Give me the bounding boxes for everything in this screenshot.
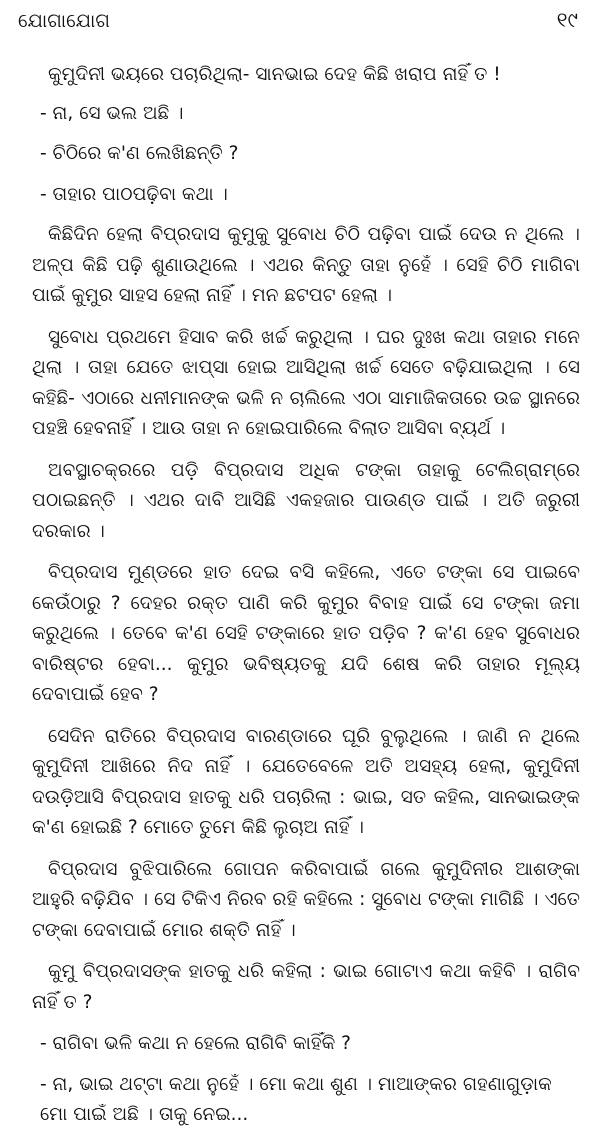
running-head (18, 8, 578, 38)
paragraph-6: ସେଦିନ ରାତିରେ ବିପ୍ରଦାସ ବାରଣ୍ଡାରେ ଘୂରି ବୁଲୁଥିଲେ । ଜାଣି ନ ଥିଲେ କୁମୁଦିନୀ ଆଖିରେ ନିଦ ନାହିଁ । ଯେତେବେଳେ ଅତି ଅସହ୍ୟ ହେଲା, କୁମୁଦିନୀ ଦଉଡ଼ିଆସି ବିପ୍ରଦାସ ହାତକୁ ଧରି ପଚାରିଲା : ଭାଇ, ସତ କହିଲ, ସାନଭାଇଙ୍କ କ'ଣ ହୋଇଛି ? ମୋତେ ତୁମେ କିଛି ଲୁଚାଅ ନାହିଁ । (32, 725, 580, 838)
paragraph-2: କିଛିଦିନ ହେଲା ବିପ୍ରଦାସ କୁମୁକୁ ସୁବୋଧ ଚିଠି ପଢ଼ିବା ପାଇଁ ଦେଉ ନ ଥିଲେ । ଅଳ୍ପ କିଛି ପଢ଼ି ଶୁଣାଉଥିଲେ । ଏଥର କିନ୍ତୁ ତାହା ନୁହେଁ । ସେହି ଚିଠି ମାଗିବା ପାଇଁ କୁମୁର ସାହସ ହେଲା ନାହିଁ । ମନ ଛଟପଟ ହେଲା । (32, 224, 580, 306)
paragraph-3: ସୁବୋଧ ପ୍ରଥମେ ହିସାବ କରି ଖର୍ଚ୍ଚ କରୁଥିଲା । ଘର ଦୁଃଖ କଥା ତାହାର ମନେ ଥିଲା । ତାହା ଯେତେ ଝାପ୍‌ସା ହୋଇ ଆସିଥିଲା ଖର୍ଚ୍ଚ ସେତେ ବଢ଼ିଯାଇଥିଲା । ସେ କହିଛି- ଏଠାରେ ଧନୀମାନଙ୍କ ଭଳି ନ ଚାଲିଲେ ଏଠା ସାମାଜିକତାରେ ଉଚ୍ଚ ସ୍ଥାନରେ ପହଞ୍ଚି ହେବନାହିଁ । ଆଉ ତାହା ନ ହୋଇପାରିଲେ ବିଲାତ ଆସିବା ବ୍ୟର୍ଥ । (32, 326, 580, 439)
paragraph-1: କୁମୁଦିନୀ ଭୟରେ ପଚାରିଥିଲା- ସାନଭାଇ ଦେହ କିଛି ଖରାପ ନାହିଁ ତ ! (48, 64, 501, 85)
dialogue-line-2: - ଚିଠିରେ କ'ଣ ଲେଖିଛନ୍ତି ? (40, 143, 239, 164)
page-body (32, 60, 580, 1141)
page-number: ୧୯ (556, 8, 578, 32)
paragraph-8: କୁମୁ ବିପ୍ରଦାସଙ୍କ ହାତକୁ ଧରି କହିଲା : ଭାଇ ଗୋଟାଏ କଥା କହିବି । ରାଗିବ ନାହିଁ ତ ? (32, 961, 580, 1013)
paragraph-4: ଅବସ୍ଥାଚକ୍ରରେ ପଡ଼ି ବିପ୍ରଦାସ ଅଧିକ ଟଙ୍କା ତାହାକୁ ଟେଲିଗ୍ରାମ୍‌ରେ ପଠାଇଛନ୍ତି । ଏଥର ଦାବି ଆସିଛି ଏକହଜାର ପାଉଣ୍ଡ ପାଇଁ । ଅତି ଜରୁରୀ ଦରକାର । (32, 459, 580, 542)
book-title: ଯୋଗାଯୋଗ (18, 10, 110, 32)
paragraph-5: ବିପ୍ରଦାସ ମୁଣ୍ଡରେ ହାତ ଦେଇ ବସି କହିଲେ, ଏତେ ଟଙ୍କା ସେ ପାଇବେ କେଉଁଠାରୁ ? ଦେହର ରକ୍ତ ପାଣି କରି କୁମୁର ବିବାହ ପାଇଁ ସେ ଟଙ୍କା ଜମା କରୁଥିଲେ । ତେବେ କ'ଣ ସେହି ଟଙ୍କାରେ ହାତ ପଡ଼ିବ ? କ'ଣ ହେବ ସୁବୋଧର ବାରିଷ୍ଟର ହେବା... କୁମୁର ଭବିଷ୍ୟତକୁ ଯଦି ଶେଷ କରି ତାହାର ମୂଲ୍ୟ ଦେବାପାଇଁ ହେବ ? (32, 562, 580, 705)
dialogue-line-5: - ନା, ଭାଇ ଥଟ୍ଟା କଥା ନୁହେଁ । ମୋ କଥା ଶୁଣ । ମାଆଙ୍କର ଗହଣାଗୁଡ଼ାକ ମୋ ପାଇଁ ଅଛି । ତାକୁ ନେଇ... (40, 1073, 552, 1125)
dialogue-line-1: - ନା, ସେ ଭଲ ଅଛି । (40, 102, 184, 124)
dialogue-line-3: - ତାହାର ପାଠପଢ଼ିବା କଥା । (40, 183, 228, 205)
dialogue-line-4: - ରାଗିବା ଭଳି କଥା ନ ହେଲେ ରାଗିବି କାହିଁକି ? (40, 1033, 351, 1054)
paragraph-7: ବିପ୍ରଦାସ ବୁଝିପାରିଲେ ଗୋପନ କରିବାପାଇଁ ଗଲେ କୁମୁଦିନୀର ଆଶଙ୍କା ଆହୁରି ବଢ଼ିଯିବ । ସେ ଟିକିଏ ନିରବ ରହି କହିଲେ : ସୁବୋଧ ଟଙ୍କା ମାଗିଛି । ଏତେ ଟଙ୍କା ଦେବାପାଇଁ ମୋର ଶକ୍ତି ନାହିଁ । (32, 858, 580, 941)
